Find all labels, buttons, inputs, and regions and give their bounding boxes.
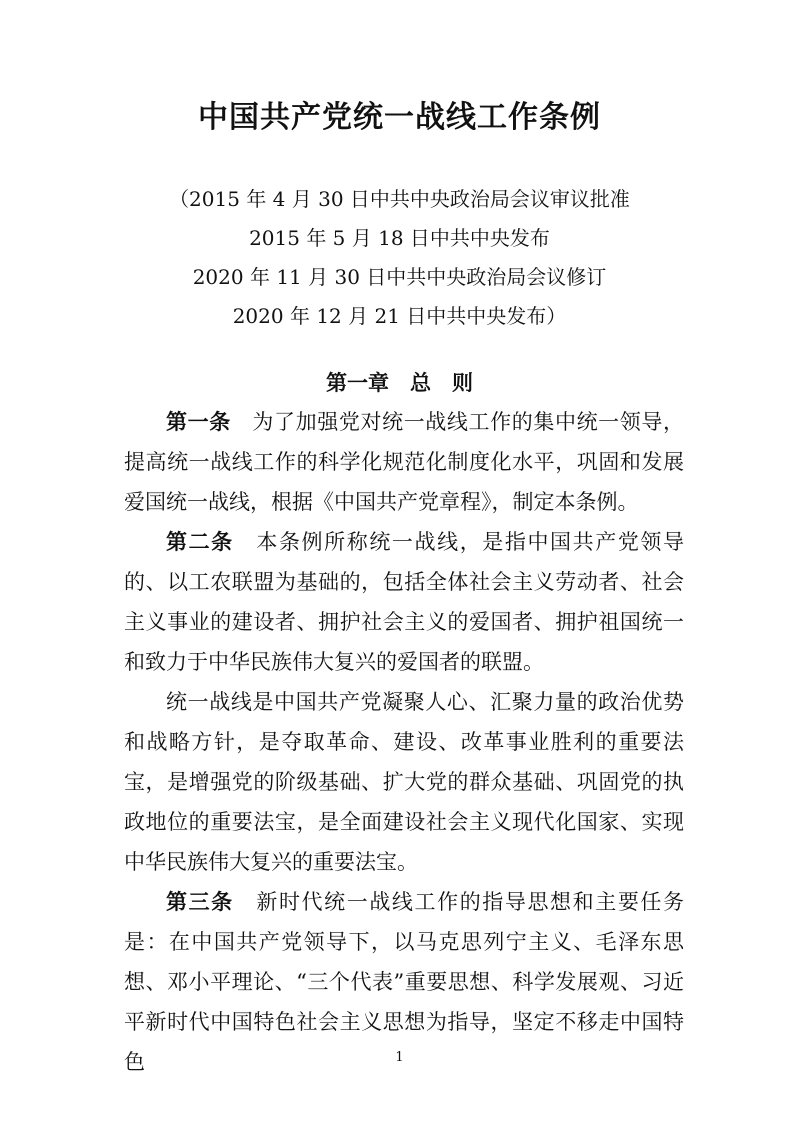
body-paragraph [124, 682, 684, 882]
date-line: 2020 年 12 月 21 日中共中央发布） [232, 304, 567, 328]
article-paragraph [124, 522, 684, 682]
article-text: 本条例所称统一战线，是指中国共产党领导的、以工农联盟为基础的，包括全体社会主义劳动者、社会主义事业的建设者、拥护社会主义的爱国者、拥护祖国统一和致力于中华民族伟大复兴的爱国者的联盟。 [124, 530, 685, 674]
date-line: 2020 年 11 月 30 日中共中央政治局会议修订 [192, 265, 607, 289]
document-dates [0, 180, 799, 336]
article-label: 第二条 [166, 530, 234, 554]
article-text: 为了加强党对统一战线工作的集中统一领导，提高统一战线工作的科学化规范化制度化水平，巩固和发展爱国统一战线，根据《中国共产党章程》，制定本条例。 [124, 410, 685, 514]
article-label: 第三条 [166, 890, 234, 914]
article-text: 新时代统一战线工作的指导思想和主要任务是：在中国共产党领导下，以马克思列宁主义、毛泽东思想、邓小平理论、“三个代表”重要思想、科学发展观、习近平新时代中国特色社会主义思想为指导，坚定不移走中国特色 [124, 890, 685, 1074]
document-body [124, 402, 684, 1082]
date-line: （2015 年 4 月 30 日中共中央政治局会议审议批准 [169, 187, 630, 211]
paragraph-text: 统一战线是中国共产党凝聚人心、汇聚力量的政治优势和战略方针，是夺取革命、建设、改革事业胜利的重要法宝，是增强党的阶级基础、扩大党的群众基础、巩固党的执政地位的重要法宝，是全面建设社会主义现代化国家、实现中华民族伟大复兴的重要法宝。 [124, 690, 684, 874]
article-paragraph [124, 402, 684, 522]
chapter-title: 第一章 总 则 [326, 371, 473, 395]
date-line: 2015 年 5 月 18 日中共中央发布 [249, 226, 550, 250]
page-number: 1 [395, 1050, 404, 1065]
document-title: 中国共产党统一战线工作条例 [198, 100, 601, 135]
article-label: 第一条 [166, 410, 231, 434]
